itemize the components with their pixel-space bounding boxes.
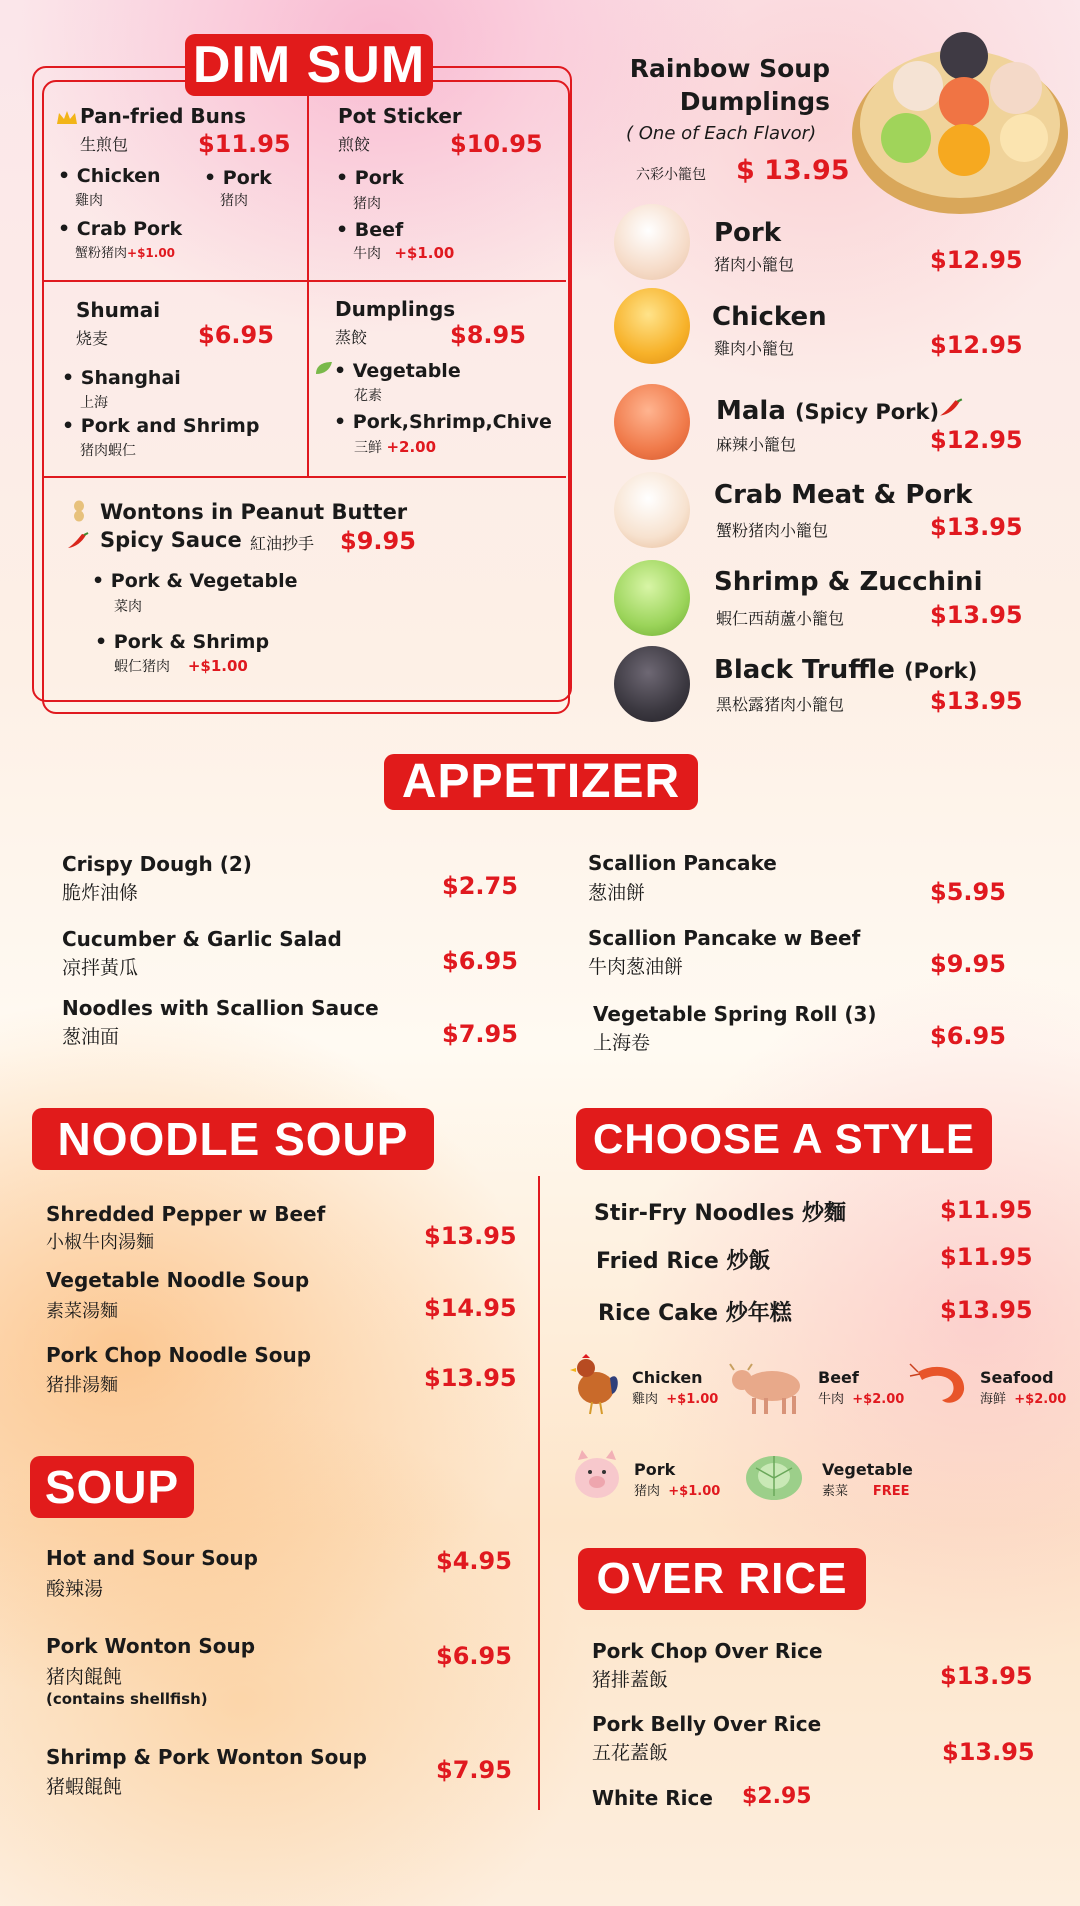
divider <box>44 280 566 282</box>
xlb-price: $13.95 <box>930 601 1023 629</box>
rainbow-title: Rainbow Soup Dumplings <box>629 54 830 116</box>
appetizer-price: $2.75 <box>442 872 518 900</box>
protein-name: Chicken <box>632 1368 703 1387</box>
option-zh-extra: 三鲜 +2.00 <box>354 438 437 456</box>
steamer-basket-image <box>846 26 1074 222</box>
xlb-zh: 雞肉小籠包 <box>714 339 795 358</box>
noodle-soup-zh: 猪排湯麵 <box>46 1375 118 1396</box>
xlb-zh: 猪肉小籠包 <box>714 255 795 274</box>
rainbow-price: $ 13.95 <box>736 155 850 186</box>
noodle-soup-name: Vegetable Noodle Soup <box>46 1268 310 1292</box>
appetizer-zh: 牛肉葱油餅 <box>588 956 684 978</box>
soup-name: Hot and Sour Soup <box>46 1546 258 1570</box>
soup-note: (contains shellfish) <box>46 1690 208 1708</box>
soup-zh: 酸辣湯 <box>46 1578 104 1600</box>
chili-pepper-icon <box>66 532 90 550</box>
appetizer-title: APPETIZER <box>384 754 698 810</box>
option-pork-shrimp: • Pork & Shrimp <box>95 631 270 653</box>
pan-fried-buns-zh: 生煎包 <box>80 135 129 154</box>
option-zh: 猪肉蝦仁 <box>80 443 136 459</box>
xlb-name: Chicken <box>712 302 827 332</box>
over-rice-price: $13.95 <box>940 1662 1033 1690</box>
option-pork-shrimp-chive: • Pork,Shrimp,Chive <box>334 411 552 433</box>
style-name: Rice Cake 炒年糕 <box>598 1301 792 1326</box>
appetizer-price: $9.95 <box>930 950 1006 978</box>
shumai-price: $6.95 <box>198 321 274 349</box>
xlb-price: $12.95 <box>930 426 1023 454</box>
wontons-price: $9.95 <box>340 527 416 555</box>
column-divider <box>538 1176 540 1810</box>
shumai-zh: 烧麦 <box>76 329 109 348</box>
appetizer-name: Vegetable Spring Roll (3) <box>593 1002 877 1026</box>
xlb-name: Crab Meat & Pork <box>714 480 973 510</box>
option-zh-extra: 蟹粉猪肉+$1.00 <box>75 246 176 261</box>
peanut-icon <box>72 500 86 522</box>
wontons-zh: 紅油抄手 <box>250 534 315 553</box>
noodle-soup-name: Shredded Pepper w Beef <box>46 1202 326 1226</box>
appetizer-price: $6.95 <box>442 947 518 975</box>
option-shanghai: • Shanghai <box>62 367 181 389</box>
soup-price: $7.95 <box>436 1756 512 1784</box>
protein-name: Seafood <box>980 1368 1054 1387</box>
noodle-soup-price: $13.95 <box>424 1222 517 1250</box>
divider <box>44 476 566 478</box>
rainbow-subtitle: ( One of Each Flavor) <box>626 123 817 144</box>
soup-title: SOUP <box>30 1456 194 1518</box>
xlb-zh: 麻辣小籠包 <box>716 435 797 454</box>
appetizer-name: Scallion Pancake <box>588 851 777 875</box>
option-zh: 花素 <box>354 388 382 404</box>
soup-name: Pork Wonton Soup <box>46 1634 256 1658</box>
wontons-name-line2: Spicy Sauce <box>100 528 242 552</box>
protein-zh-extra: 素菜 FREE <box>822 1484 910 1499</box>
soup-name: Shrimp & Pork Wonton Soup <box>46 1745 367 1769</box>
xlb-price: $13.95 <box>930 513 1023 541</box>
appetizer-price: $6.95 <box>930 1022 1006 1050</box>
noodle-soup-title: NOODLE SOUP <box>32 1108 434 1170</box>
dumplings-zh: 蒸餃 <box>335 328 368 347</box>
dumpling-black-truffle-image <box>614 646 690 722</box>
protein-zh-extra: 牛肉 +$2.00 <box>818 1392 905 1407</box>
option-crab-pork: • Crab Pork <box>58 218 183 240</box>
white-rice-name: White Rice <box>592 1786 713 1810</box>
xlb-name: Black Truffle (Pork) <box>714 655 978 685</box>
over-rice-title: OVER RICE <box>578 1548 866 1610</box>
xlb-zh: 蝦仁西葫蘆小籠包 <box>716 609 845 628</box>
option-zh: 猪肉 <box>353 196 381 212</box>
style-price: $13.95 <box>940 1296 1033 1324</box>
dumpling-mala-image <box>614 384 690 460</box>
chili-pepper-icon <box>938 398 964 418</box>
xlb-zh: 黑松露猪肉小籠包 <box>716 695 845 714</box>
over-rice-zh: 猪排蓋飯 <box>592 1669 669 1691</box>
xlb-price: $12.95 <box>930 331 1023 359</box>
style-name: Fried Rice 炒飯 <box>596 1249 771 1274</box>
crown-icon <box>56 110 78 126</box>
noodle-soup-price: $14.95 <box>424 1294 517 1322</box>
xlb-name: Mala (Spicy Pork) <box>716 396 940 426</box>
pot-sticker-price: $10.95 <box>450 130 543 158</box>
dumpling-crab-pork-image <box>614 472 690 548</box>
pan-fried-buns-name: Pan-fried Buns <box>80 104 247 128</box>
xlb-price: $12.95 <box>930 246 1023 274</box>
pig-icon <box>566 1444 628 1508</box>
cow-icon <box>726 1356 810 1416</box>
option-chicken: • Chicken <box>58 165 161 187</box>
protein-zh-extra: 雞肉 +$1.00 <box>632 1392 719 1407</box>
rainbow-zh: 六彩小籠包 <box>636 167 706 183</box>
protein-name: Beef <box>818 1368 859 1387</box>
style-price: $11.95 <box>940 1196 1033 1224</box>
option-beef: • Beef <box>336 219 404 241</box>
noodle-soup-zh: 素菜湯麵 <box>46 1301 118 1322</box>
option-zh: 猪肉 <box>220 193 248 209</box>
appetizer-name: Noodles with Scallion Sauce <box>62 996 379 1020</box>
over-rice-price: $13.95 <box>942 1738 1035 1766</box>
wontons-name-line1: Wontons in Peanut Butter <box>100 500 408 524</box>
style-name: Stir-Fry Noodles 炒麵 <box>594 1201 846 1226</box>
over-rice-name: Pork Chop Over Rice <box>592 1639 823 1663</box>
dumplings-name: Dumplings <box>335 297 456 321</box>
style-price: $11.95 <box>940 1243 1033 1271</box>
xlb-price: $13.95 <box>930 687 1023 715</box>
choose-style-title: CHOOSE A STYLE <box>576 1108 992 1170</box>
soup-zh: 猪蝦餛飩 <box>46 1776 123 1798</box>
appetizer-name: Cucumber & Garlic Salad <box>62 927 342 951</box>
soup-price: $6.95 <box>436 1642 512 1670</box>
cabbage-icon <box>742 1448 806 1504</box>
appetizer-price: $7.95 <box>442 1020 518 1048</box>
appetizer-name: Crispy Dough (2) <box>62 852 252 876</box>
option-zh: 雞肉 <box>75 193 103 209</box>
shumai-name: Shumai <box>76 298 161 322</box>
protein-zh-extra: 海鲜 +$2.00 <box>980 1392 1067 1407</box>
option-vegetable: • Vegetable <box>334 360 461 382</box>
protein-name: Pork <box>634 1460 676 1479</box>
option-pork: • Pork <box>336 167 404 189</box>
option-pork-shrimp: • Pork and Shrimp <box>62 415 260 437</box>
soup-price: $4.95 <box>436 1547 512 1575</box>
option-zh: 菜肉 <box>114 599 142 615</box>
dumpling-pork-image <box>614 204 690 280</box>
appetizer-zh: 凉拌黃瓜 <box>62 957 139 979</box>
xlb-name: Shrimp & Zucchini <box>714 567 983 597</box>
appetizer-zh: 葱油面 <box>62 1026 120 1048</box>
dumpling-chicken-image <box>614 288 690 364</box>
over-rice-name: Pork Belly Over Rice <box>592 1712 822 1736</box>
xlb-zh: 蟹粉猪肉小籠包 <box>716 521 829 540</box>
noodle-soup-price: $13.95 <box>424 1364 517 1392</box>
option-zh-extra: 牛肉 +$1.00 <box>353 244 455 262</box>
over-rice-zh: 五花蓋飯 <box>592 1742 669 1764</box>
appetizer-price: $5.95 <box>930 878 1006 906</box>
white-rice-price: $2.95 <box>742 1784 812 1809</box>
dim-sum-title: DIM SUM <box>185 34 433 96</box>
option-zh-extra: 蝦仁猪肉 +$1.00 <box>114 657 248 675</box>
soup-zh: 猪肉餛飩 <box>46 1666 123 1688</box>
rooster-icon <box>566 1352 622 1416</box>
noodle-soup-name: Pork Chop Noodle Soup <box>46 1343 312 1367</box>
appetizer-zh: 脆炸油條 <box>62 882 139 904</box>
dumpling-shrimp-zucchini-image <box>614 560 690 636</box>
protein-zh-extra: 猪肉 +$1.00 <box>634 1484 721 1499</box>
appetizer-name: Scallion Pancake w Beef <box>588 926 861 950</box>
appetizer-zh: 上海卷 <box>593 1032 651 1054</box>
noodle-soup-zh: 小椒牛肉湯麵 <box>46 1232 154 1253</box>
leaf-icon <box>314 360 334 376</box>
option-pork-vegetable: • Pork & Vegetable <box>92 570 298 592</box>
dumplings-price: $8.95 <box>450 321 526 349</box>
protein-name: Vegetable <box>822 1460 913 1479</box>
xlb-name: Pork <box>714 218 782 248</box>
pot-sticker-zh: 煎餃 <box>338 135 371 154</box>
pan-fried-buns-price: $11.95 <box>198 130 291 158</box>
option-zh: 上海 <box>80 395 108 411</box>
option-pork: • Pork <box>204 167 272 189</box>
shrimp-icon <box>908 1360 972 1410</box>
pot-sticker-name: Pot Sticker <box>338 104 462 128</box>
appetizer-zh: 葱油餅 <box>588 882 646 904</box>
